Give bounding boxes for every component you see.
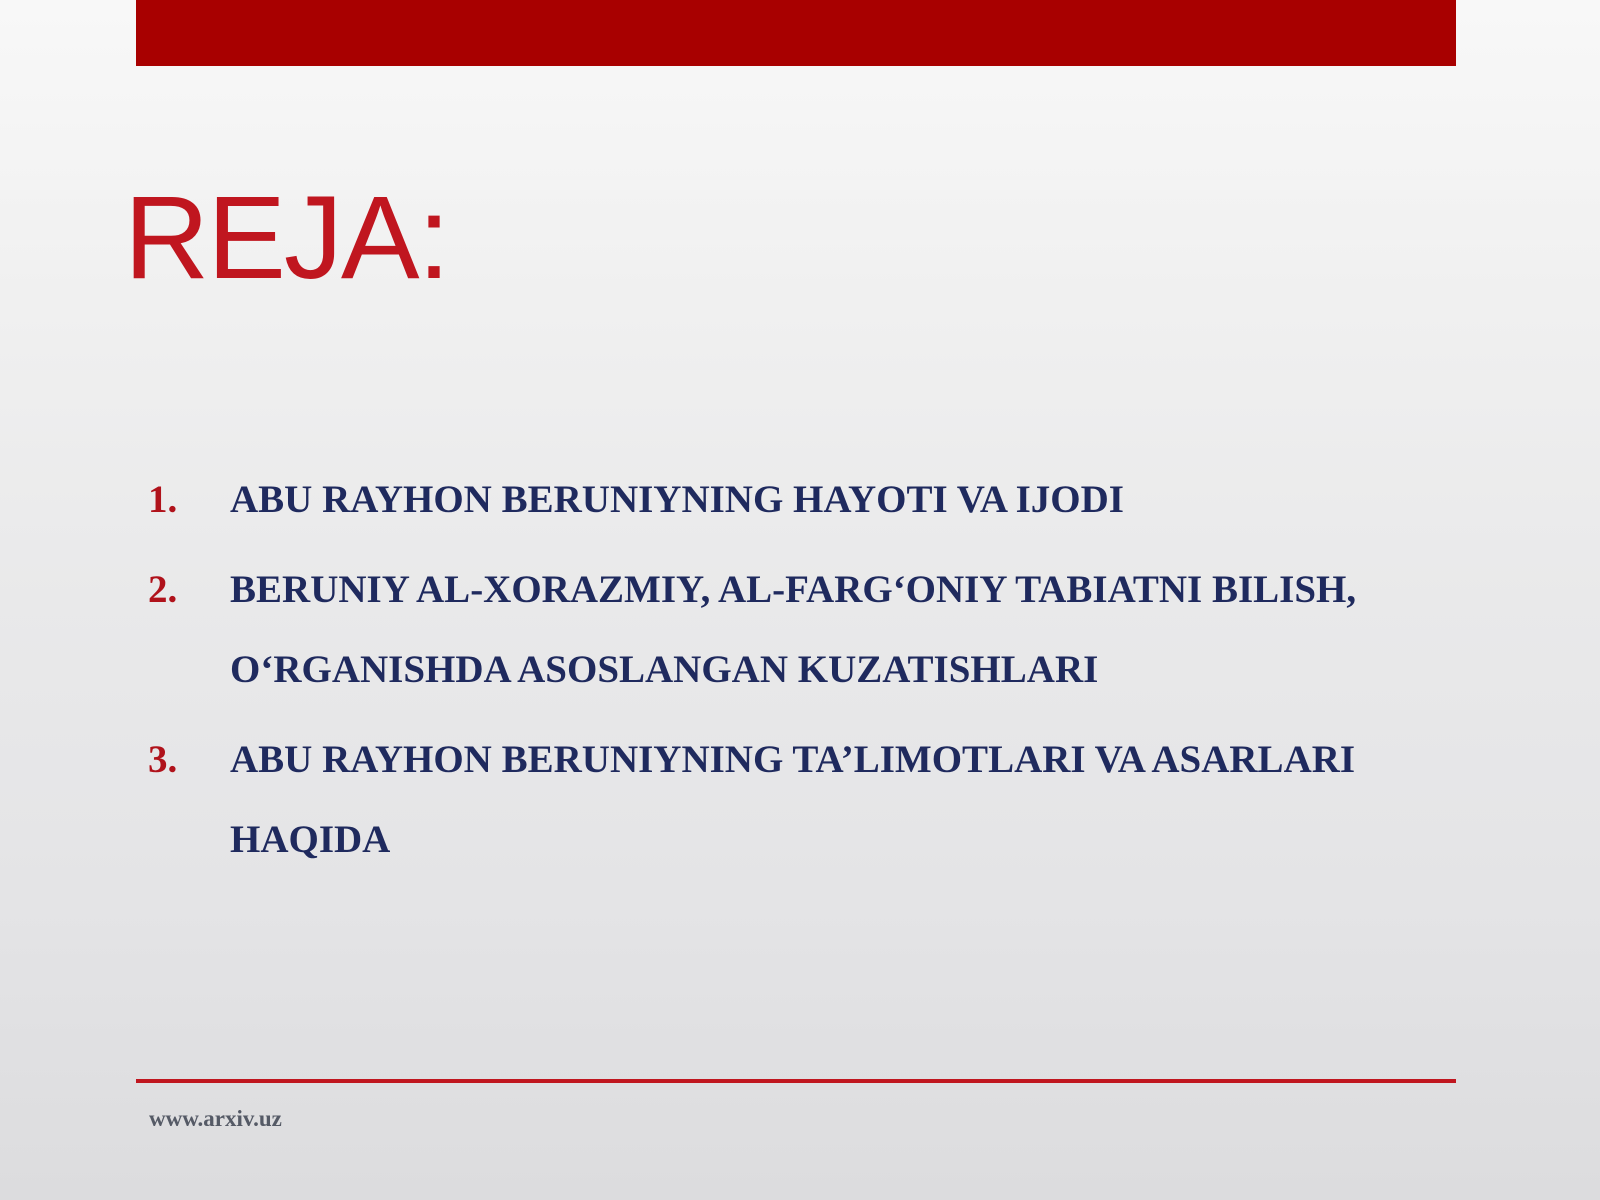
plan-list (148, 460, 1438, 890)
plan-item-3 (148, 720, 1438, 880)
top-accent-bar (136, 0, 1456, 66)
list-item-text: ABU RAYHON BERUNIYNING HAYOTI VA IJODI (230, 478, 1124, 521)
list-number: 2. (148, 568, 178, 611)
footer-divider (136, 1079, 1456, 1083)
list-number: 1. (148, 478, 178, 521)
list-item-text: BERUNIY AL-XORAZMIY, AL-FARG‘ONIY TABIATNI BILISH, O‘RGANISHDA ASOSLANGAN KUZATISHLARI (230, 568, 1357, 691)
plan-item-1 (148, 460, 1438, 540)
plan-item-2 (148, 550, 1438, 710)
list-number: 3. (148, 738, 178, 781)
list-item-text: ABU RAYHON BERUNIYNING TA’LIMOTLARI VA ASARLARI HAQIDA (230, 738, 1356, 861)
slide-title: REJA: (124, 172, 449, 304)
footer-website: www.arxiv.uz (149, 1106, 282, 1131)
